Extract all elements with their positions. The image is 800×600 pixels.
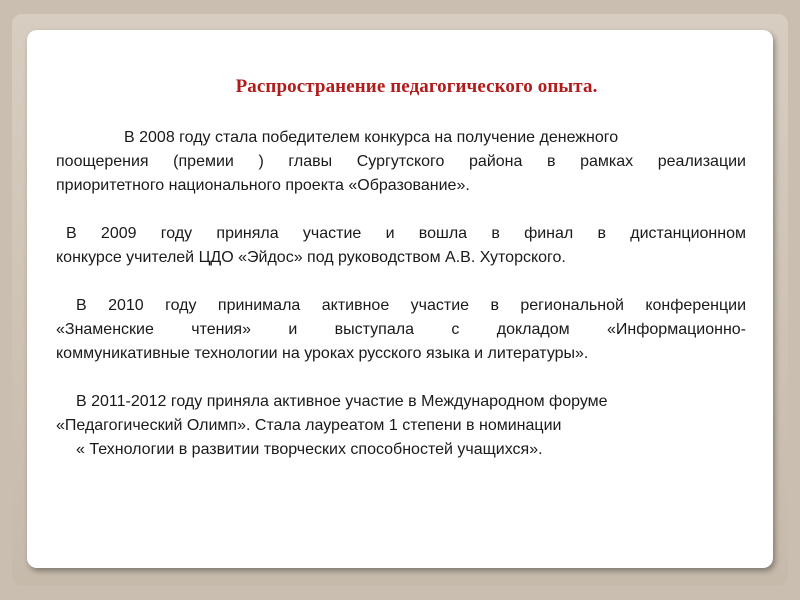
- text-line: «Знаменские чтения» и выступала с докладом «Информационно-: [56, 321, 746, 338]
- text-line: конкурсе учителей ЦДО «Эйдос» под руководством А.В. Хуторского.: [56, 249, 566, 266]
- text-line: « Технологии в развитии творческих способностей учащихся».: [76, 441, 543, 458]
- text-line: В 2010 году принимала активное участие в региональной конференции: [76, 297, 746, 314]
- text-line: В 2008 году стала победителем конкурса на получение денежного: [124, 129, 619, 146]
- paragraph-2009: [56, 222, 746, 270]
- text-line: коммуникативные технологии на уроках русского языка и литературы».: [56, 345, 589, 362]
- paragraph-2010: [56, 294, 746, 366]
- text-line: В 2011-2012 году приняла активное участие в Международном форуме: [76, 393, 608, 410]
- text-line: поощерения (премии ) главы Сургутского района в рамках реализации: [56, 153, 746, 170]
- slide-body: [56, 126, 746, 486]
- paragraph-2011-2012: [56, 390, 746, 462]
- slide-title: Распространение педагогического опыта.: [235, 76, 598, 97]
- text-line: В 2009 году приняла участие и вошла в финал в дистанционном: [66, 225, 746, 242]
- paragraph-2008: [56, 126, 746, 198]
- text-line: приоритетного национального проекта «Образование».: [56, 177, 470, 194]
- text-line: «Педагогический Олимп». Стала лауреатом 1 степени в номинации: [56, 417, 562, 434]
